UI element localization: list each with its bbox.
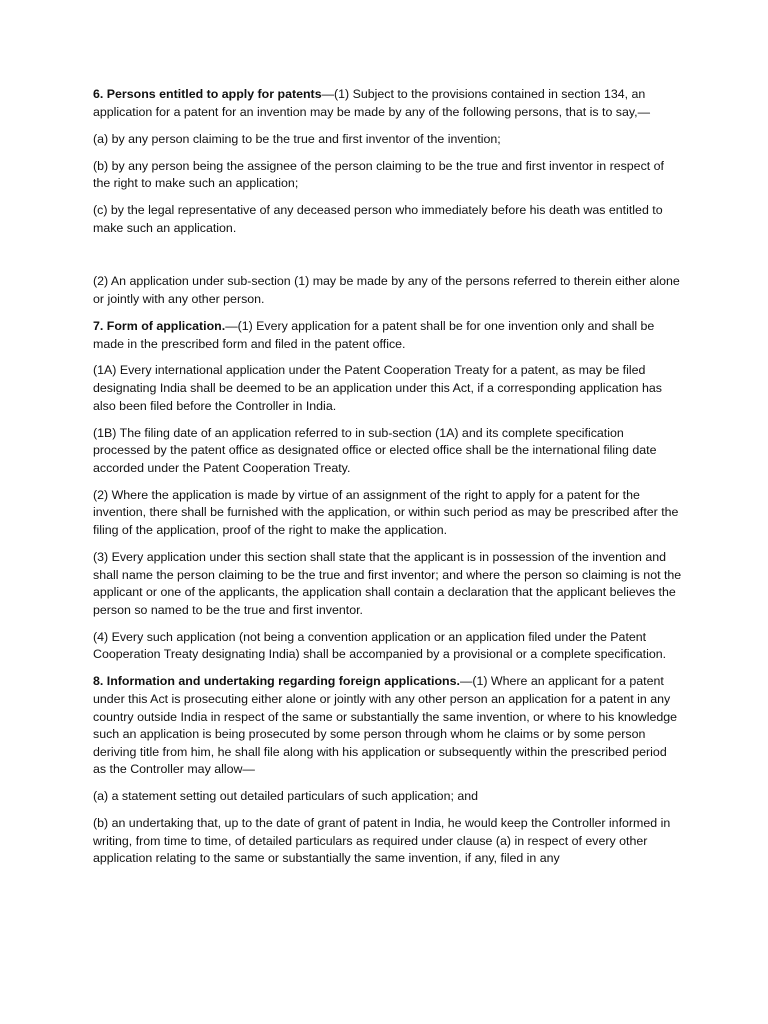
paragraph-text: —(1) Every application for a patent shall be for one invention only and shall be made in the prescribed form and filed in the patent office. — [93, 318, 655, 351]
paragraph-text: (a) by any person claiming to be the true and first inventor of the invention; — [93, 131, 501, 146]
paragraph-clause-b — [93, 158, 683, 193]
paragraph-clause-a — [93, 131, 683, 149]
paragraph-section-8 — [93, 673, 683, 779]
paragraph-subsection-1b — [93, 425, 683, 478]
paragraph-text: —(1) Where an applicant for a patent under this Act is prosecuting either alone or jointly with any other person an application for a patent in any country outside India in respect of the same or substantially the same invention, or where to his knowledge such an application is being prosecuted by some person through whom he claims or by some person deriving title from him, he shall file along with his application or subsequently within the prescribed period as the Controller may allow— — [93, 674, 678, 777]
paragraph-text: (4) Every such application (not being a convention application or an application filed under the Patent Cooperation Treaty designating India) shall be accompanied by a provisional or a complete specification. — [93, 629, 667, 662]
paragraph-text: (1A) Every international application under the Patent Cooperation Treaty for a patent, as may be filed designating India shall be deemed to be an application under this Act, if a corresponding application has also been filed before the Controller in India. — [93, 363, 662, 413]
paragraph-subsection-4 — [93, 629, 683, 664]
paragraph-subsection-1a — [93, 362, 683, 415]
paragraph-text: (3) Every application under this section shall state that the applicant is in possession of the invention and shall name the person claiming to be the true and first inventor; and where the person so claiming is not the applicant or one of the applicants, the application shall contain a declaration that the applicant believes the person so named to be the true and first inventor. — [93, 550, 682, 617]
document-body — [93, 86, 683, 877]
paragraph-clause-c — [93, 202, 683, 237]
paragraph-text: —(1) Subject to the provisions contained in section 134, an application for a patent for an invention may be made by any of the following persons, that is to say,— — [93, 87, 650, 119]
paragraph-text: (2) Where the application is made by virtue of an assignment of the right to apply for a patent for the invention, there shall be furnished with the application, or within such period as may be prescribed after the filing of the application, proof of the right to make the application. — [93, 487, 679, 538]
section-heading: 8. Information and undertaking regarding foreign applications. — [93, 674, 460, 689]
paragraph-text: (1B) The filing date of an application referred to in sub-section (1A) and its complete specification processed by the patent office as designated office or elected office shall be the international filing date accorded under the Patent Cooperation Treaty. — [93, 425, 657, 475]
paragraph-text: (b) an undertaking that, up to the date of grant of patent in India, he would keep the Controller informed in writing, from time to time, of detailed particulars as required under clause (a) in respect of every other application relating to the same or substantially the same invention, if any, filed in any — [93, 816, 671, 866]
paragraph-text: (b) by any person being the assignee of the person claiming to be the true and first inventor in respect of the right to make such an application; — [93, 158, 664, 191]
paragraph-subsection-2-assignment — [93, 487, 683, 540]
section-heading: 6. Persons entitled to apply for patents — [93, 87, 322, 101]
paragraph-section-6 — [93, 86, 683, 121]
paragraph-s8-clause-b — [93, 815, 683, 868]
paragraph-text: (a) a statement setting out detailed particulars of such application; and — [93, 789, 479, 804]
paragraph-s8-clause-a — [93, 788, 683, 806]
paragraph-text: (c) by the legal representative of any deceased person who immediately before his death was entitled to make such an application. — [93, 203, 663, 235]
section-heading: 7. Form of application. — [93, 318, 226, 333]
paragraph-subsection-3 — [93, 549, 683, 619]
paragraph-subsection-2 — [93, 273, 683, 308]
paragraph-section-7 — [93, 318, 683, 353]
paragraph-text: (2) An application under sub-section (1) may be made by any of the persons referred to therein either alone or jointly with any other person. — [93, 274, 680, 306]
